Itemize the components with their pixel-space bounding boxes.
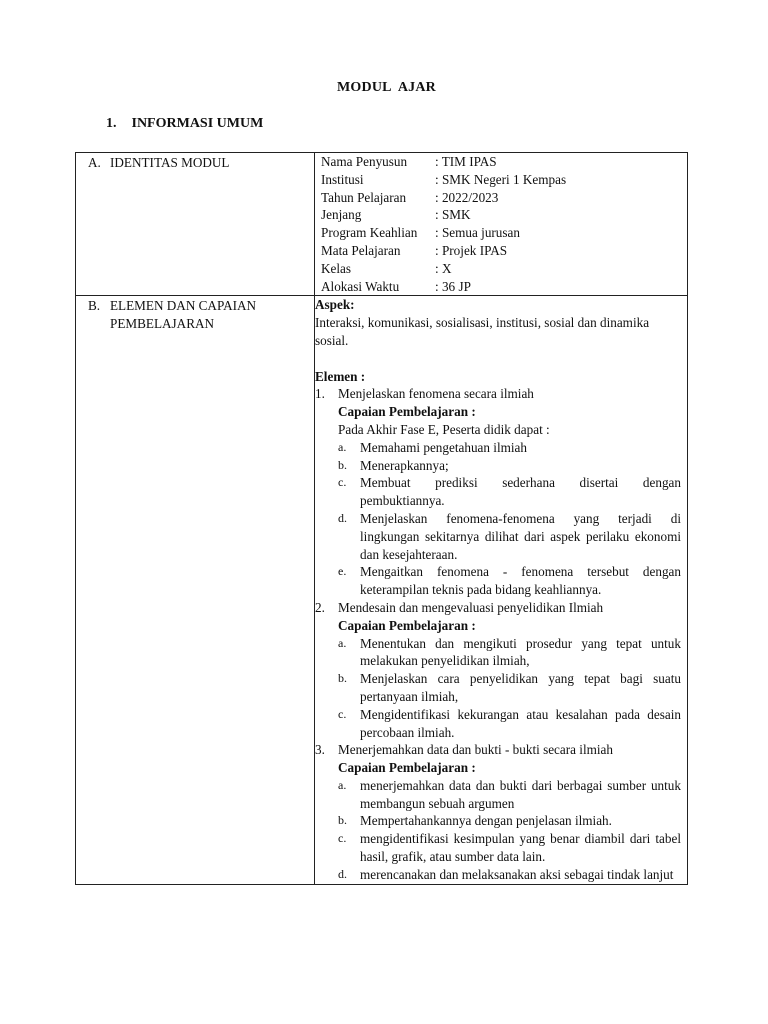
sub-list-item	[315, 457, 681, 475]
elemen-content-cell	[315, 296, 688, 884]
identity-list	[321, 153, 687, 295]
row-heading: IDENTITAS MODUL	[110, 155, 230, 170]
item-number: 3.	[315, 742, 325, 758]
identity-row	[321, 189, 687, 207]
identity-row	[321, 260, 687, 278]
sub-text: Membuat prediksi sederhana disertai dengan pembuktiannya.	[360, 475, 681, 509]
sub-text: Menerapkannya;	[360, 457, 449, 473]
sub-text: Mengaitkan fenomena - fenomena tersebut dengan keterampilan teknis pada bidang keahliannya.	[360, 564, 681, 598]
list-item	[315, 599, 681, 617]
sub-list-item	[315, 439, 681, 457]
identity-value: : SMK Negeri 1 Kempas	[435, 171, 567, 187]
aspek-label: Aspek:	[315, 297, 355, 313]
identity-key: Program Keahlian	[321, 225, 418, 241]
identity-row	[321, 224, 687, 242]
sub-list-item	[315, 670, 681, 706]
sub-letter: c.	[338, 475, 347, 490]
sub-letter: d.	[338, 510, 347, 525]
sub-letter: a.	[338, 439, 347, 454]
row-letter: B.	[88, 298, 101, 314]
identity-value: : X	[435, 260, 452, 276]
identity-value: : Semua jurusan	[435, 225, 520, 241]
item-text: Menerjemahkan data dan bukti - bukti secara ilmiah	[338, 742, 614, 758]
sub-letter: b.	[338, 813, 347, 828]
identity-value: : 2022/2023	[435, 189, 499, 205]
sub-list-item	[315, 474, 681, 510]
row-letter: A.	[88, 155, 101, 170]
sub-letter: a.	[338, 635, 347, 650]
section-number: 1.	[106, 116, 117, 131]
identity-key: Nama Penyusun	[321, 154, 408, 169]
sub-text: merencanakan dan melaksanakan aksi sebagai tindak lanjut	[360, 866, 674, 882]
sub-letter: c.	[338, 706, 347, 721]
sub-text: Mempertahankannya dengan penjelasan ilmiah.	[360, 813, 612, 829]
document-title: MODUL AJAR	[337, 80, 436, 95]
identity-key: Kelas	[321, 260, 352, 276]
table-row-identitas	[76, 153, 688, 296]
sub-list-item	[315, 812, 681, 830]
identity-key: Institusi	[321, 171, 364, 187]
identity-row	[321, 242, 687, 260]
item-number: 1.	[315, 386, 325, 402]
capaian-label: Capaian Pembelajaran :	[338, 617, 476, 633]
sub-text: Memahami pengetahuan ilmiah	[360, 439, 527, 455]
identitas-heading-cell	[76, 153, 315, 296]
sub-letter: c.	[338, 831, 347, 846]
section-label: INFORMASI UMUM	[131, 116, 264, 131]
sub-list-item	[315, 635, 681, 671]
table-row-elemen	[76, 296, 688, 884]
sub-text: mengidentifikasi kesimpulan yang benar diambil dari tabel hasil, grafik, atau sumber data lain.	[360, 831, 681, 865]
sub-text: Menjelaskan cara penyelidikan yang tepat bagi suatu pertanyaan ilmiah,	[360, 671, 681, 704]
sub-letter: d.	[338, 866, 347, 881]
module-info-table	[75, 152, 688, 885]
identity-key: Tahun Pelajaran	[321, 189, 407, 205]
identity-value: : TIM IPAS	[435, 154, 497, 169]
sub-letter: b.	[338, 671, 347, 686]
identity-value: : 36 JP	[435, 278, 471, 294]
identity-key: Alokasi Waktu	[321, 278, 400, 294]
identity-row	[321, 206, 687, 224]
list-item	[315, 741, 681, 759]
identity-row	[321, 171, 687, 189]
sub-text: menerjemahkan data dan bukti dari berbagai sumber untuk membangun sebuah argumen	[360, 777, 681, 811]
sub-list-item	[315, 510, 681, 563]
section-heading	[106, 116, 263, 132]
row-heading-line1: ELEMEN DAN CAPAIAN	[110, 298, 257, 314]
identity-value: : Projek IPAS	[435, 242, 508, 258]
sub-list-item	[315, 563, 681, 599]
sub-list-item	[315, 830, 681, 866]
sub-text: Menentukan dan mengikuti prosedur yang tepat untuk melakukan penyelidikan ilmiah,	[360, 635, 681, 669]
sub-list-item	[315, 706, 681, 742]
sub-text: Mengidentifikasi kekurangan atau kesalahan pada desain percobaan ilmiah.	[360, 706, 681, 740]
sub-letter: e.	[338, 564, 347, 579]
identitas-content-cell	[315, 153, 688, 296]
item-number: 2.	[315, 599, 325, 615]
identity-value: : SMK	[435, 207, 471, 223]
item-text: Mendesain dan mengevaluasi penyelidikan Ilmiah	[338, 599, 604, 615]
row-heading-line2: PEMBELAJARAN	[110, 316, 215, 332]
identity-key: Mata Pelajaran	[321, 242, 401, 258]
elemen-heading-cell	[76, 296, 315, 884]
capaian-label: Capaian Pembelajaran :	[338, 760, 476, 776]
list-item	[315, 385, 681, 403]
identity-row	[321, 153, 687, 171]
sub-list-item	[315, 777, 681, 813]
item-text: Menjelaskan fenomena secara ilmiah	[338, 386, 534, 402]
sub-text: Menjelaskan fenomena-fenomena yang terjadi di lingkungan sekitarnya dilihat dari aspek perilaku ekonomi dan kesejahteraan.	[360, 510, 681, 562]
identity-key: Jenjang	[321, 207, 362, 223]
sub-letter: a.	[338, 777, 347, 792]
capaian-label: Capaian Pembelajaran :	[338, 404, 476, 420]
sub-list-item	[315, 866, 681, 884]
identity-row	[321, 278, 687, 296]
aspek-text: Interaksi, komunikasi, sosialisasi, institusi, sosial dan dinamika sosial.	[315, 315, 650, 348]
capaian-intro: Pada Akhir Fase E, Peserta didik dapat :	[338, 421, 550, 437]
sub-letter: b.	[338, 457, 347, 472]
elemen-label: Elemen :	[315, 368, 366, 384]
